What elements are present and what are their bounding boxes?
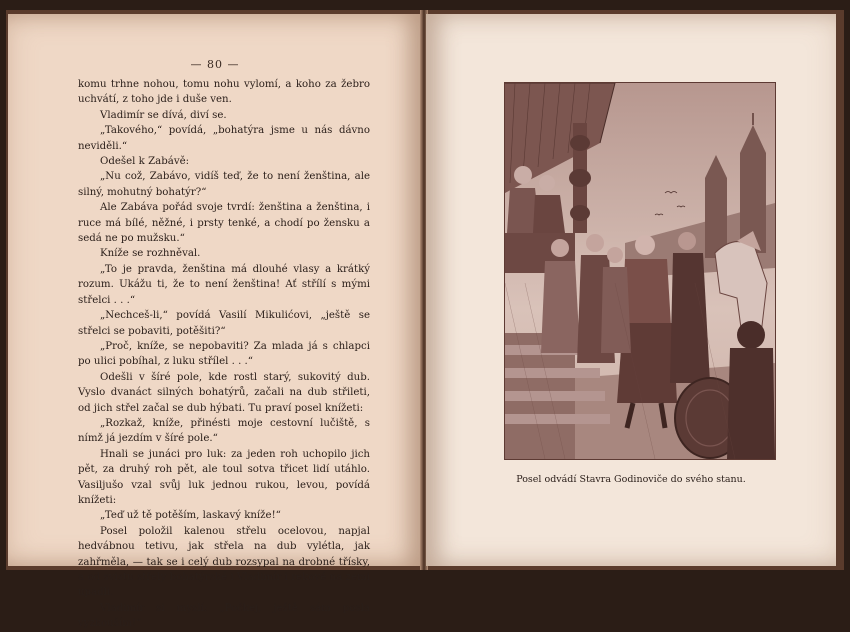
illustration-plate	[504, 82, 776, 460]
paragraph: „Nu což, Zabávo, vidíš teď, že to není ženština, ale silný, mohutný bohatýr?“	[78, 171, 370, 198]
paragraph: Kníže se rozhněval.	[100, 248, 201, 260]
paragraph: Posel položil kalenou střelu ocelovou, napjal hedvábnou tetivu, jak střela na dub vylétla, jak zahřměla, — tak se i celý dub rozsypal na drobné třísky, a od svistu střely bohatýrské i Vladimír i rekové na zemi upadli.	[78, 525, 370, 599]
paragraph: „Nechceš-li,“ povídá Vasilí Mikulićovi, „ještě se střelci se pobaviti, potěšiti?“	[78, 310, 370, 337]
paragraph: Odešli v šíré pole, kde rostl starý, sukovitý dub. Vyslo dvanáct silných bohatýrů, začali na dub střileti, od jich střel začal se dub hýbati. Tu praví posel knížeti:	[78, 371, 370, 414]
paragraph: Vladimír se dívá, diví se.	[100, 109, 227, 121]
page-number: — 80 —	[190, 58, 240, 71]
body-text	[78, 77, 370, 632]
paragraph: „Takového,“ povídá, „bohatýra jsme u nás dávno neviděli.“	[78, 125, 370, 152]
paragraph: Vladimír si myslí: „Počkej, ještě sám posla vyzkouším!“	[78, 602, 370, 630]
paragraph: „Teď už tě potěším, laskavý kníže!“	[100, 510, 281, 522]
paragraph: „To je pravda, ženština má dlouhé vlasy a krátký rozum. Ukážu ti, že to není ženština! Ať střílí s mými střelci . . .“	[78, 263, 370, 306]
right-page	[426, 14, 836, 566]
paragraph: „Proč, kníže, se nepobaviti? Za mlada já s chlapci po ulici pobíhal, z luku střílel . . .“	[78, 340, 370, 368]
paragraph: komu trhne nohou, tomu nohu vylomí, a koho za žebro uchvátí, z toho jde i duše ven.	[78, 79, 370, 106]
illustration-caption: Posel odvádí Stavra Godinoviče do svého stanu.	[516, 474, 746, 485]
paragraph: Odešel k Zabávě:	[100, 156, 190, 168]
paragraph: Hnali se junáci pro luk: za jeden roh uchopilo jich pět, za druhý roh pět, ale toul sotva třicet lidí utáhlo. Vasiljušo vzal svůj luk jednou rukou, levou, povídá knížeti:	[78, 448, 370, 506]
engraving-illustration	[505, 83, 775, 459]
paragraph: „Rozkaž, kníže, přinésti moje cestovní lučiště, s nímž já jezdím v šíré pole.“	[78, 417, 370, 445]
left-page	[8, 14, 422, 630]
open-book	[6, 10, 844, 630]
paragraph: Ale Zabáva pořád svoje tvrdí: ženština a ženština, i ruce má bílé, něžné, i prsty tenké, a chodí po žensku a sedá ne po mužsku.“	[78, 202, 370, 245]
